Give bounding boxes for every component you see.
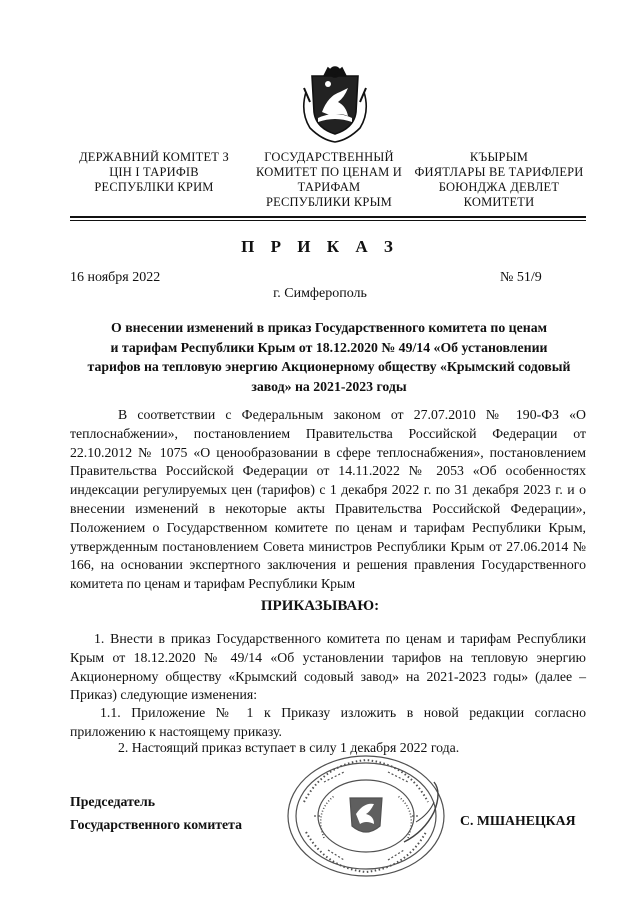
crimea-coat-of-arms-icon (294, 62, 376, 144)
letterhead-russian (244, 150, 414, 210)
letterhead-line: ГОСУДАРСТВЕННЫЙ (264, 150, 394, 164)
letterhead-line: ТАРИФАМ (297, 180, 361, 194)
header-divider-thin (70, 220, 586, 221)
letterhead (64, 150, 584, 212)
order-heading: ПРИКАЗЫВАЮ: (260, 598, 380, 614)
letterhead-crimean-tatar (414, 150, 584, 210)
signatory-position (70, 790, 242, 836)
subject-line: и тарифам Республики Крым от 18.12.2020 № 49/14 «Об установлении (110, 339, 548, 355)
signatory-position-line: Государственного комитета (70, 817, 243, 832)
letterhead-line: КЪЫРЫМ (469, 150, 529, 164)
letterhead-line: КОМИТЕТИ (463, 195, 535, 209)
subject-line: завод» на 2021-2023 годы (251, 378, 407, 394)
subject-line: тарифов на тепловую энергию Акционерному обществу «Крымский содовый (87, 359, 571, 374)
document-number: № 51/9 (500, 270, 542, 285)
preamble-paragraph: В соответствии с Федеральным законом от 27.07.2010 № 190-ФЗ «О теплоснабжении», постановлением Правительства Российской Федерации от 22.10.2012 № 1075 «О ценообразовании в сфере теплоснабжения», постановлением Правительства Российской Федерации от 14.11.2022 № 2053 «Об особенностях индексации регулируемых цен (тарифов) с 1 декабря 2022 г. по 31 декабря 2023 г. и о внесении изменений в некоторые акты Правительства Российской Федерации», Положением о Государственном комитете по ценам и тарифам Республики Крым, утвержденным постановлением Совета министров Республики Крым от 27.06.2014 № 166, на основании экспертного заключения и решения правления Государственного комитета по ценам и тарифам Республики Крым (70, 407, 586, 592)
order-item-1-1: 1.1. Приложение № 1 к Приказу изложить в новой редакции согласно приложению к настоящему приказу. (70, 705, 586, 739)
document-city: г. Симферополь (273, 286, 367, 301)
subject-line: О внесении изменений в приказ Государственного комитета по ценам (111, 320, 547, 335)
letterhead-line: ДЕРЖАВНИЙ КОМІТЕТ З (79, 150, 229, 164)
document-title: П Р И К А З (241, 237, 399, 256)
letterhead-ukrainian (64, 150, 244, 195)
letterhead-line: ЦІН І ТАРИФІВ (109, 165, 199, 179)
order-item-2: 2. Настоящий приказ вступает в силу 1 декабря 2022 года. (118, 740, 460, 755)
letterhead-line: БОЮНДЖА ДЕВЛЕТ (438, 180, 560, 194)
document-date: 16 ноября 2022 (70, 270, 161, 285)
letterhead-line: РЕСПУБЛИКИ КРЫМ (266, 195, 392, 209)
header-divider (70, 216, 586, 218)
document-subject (70, 318, 588, 396)
letterhead-line: КОМИТЕТ ПО ЦЕНАМ И (256, 165, 402, 179)
letterhead-line: РЕСПУБЛІКИ КРИМ (94, 180, 214, 194)
signatory-name: С. МШАНЕЦКАЯ (460, 813, 576, 828)
order-item-1: 1. Внести в приказ Государственного комитета по ценам и тарифам Республики Крым от 18.12.2020 № 49/14 «Об установлении тарифов на тепловую энергию Акционерному обществу «Крымский содовый завод» на 2021-2023 годы» (далее – Приказ) следующие изменения: (70, 631, 586, 703)
official-seal-icon (284, 752, 448, 880)
letterhead-line: ФИЯТЛАРЫ ВЕ ТАРИФЛЕРИ (414, 165, 584, 179)
signatory-position-line: Председатель (70, 794, 156, 809)
